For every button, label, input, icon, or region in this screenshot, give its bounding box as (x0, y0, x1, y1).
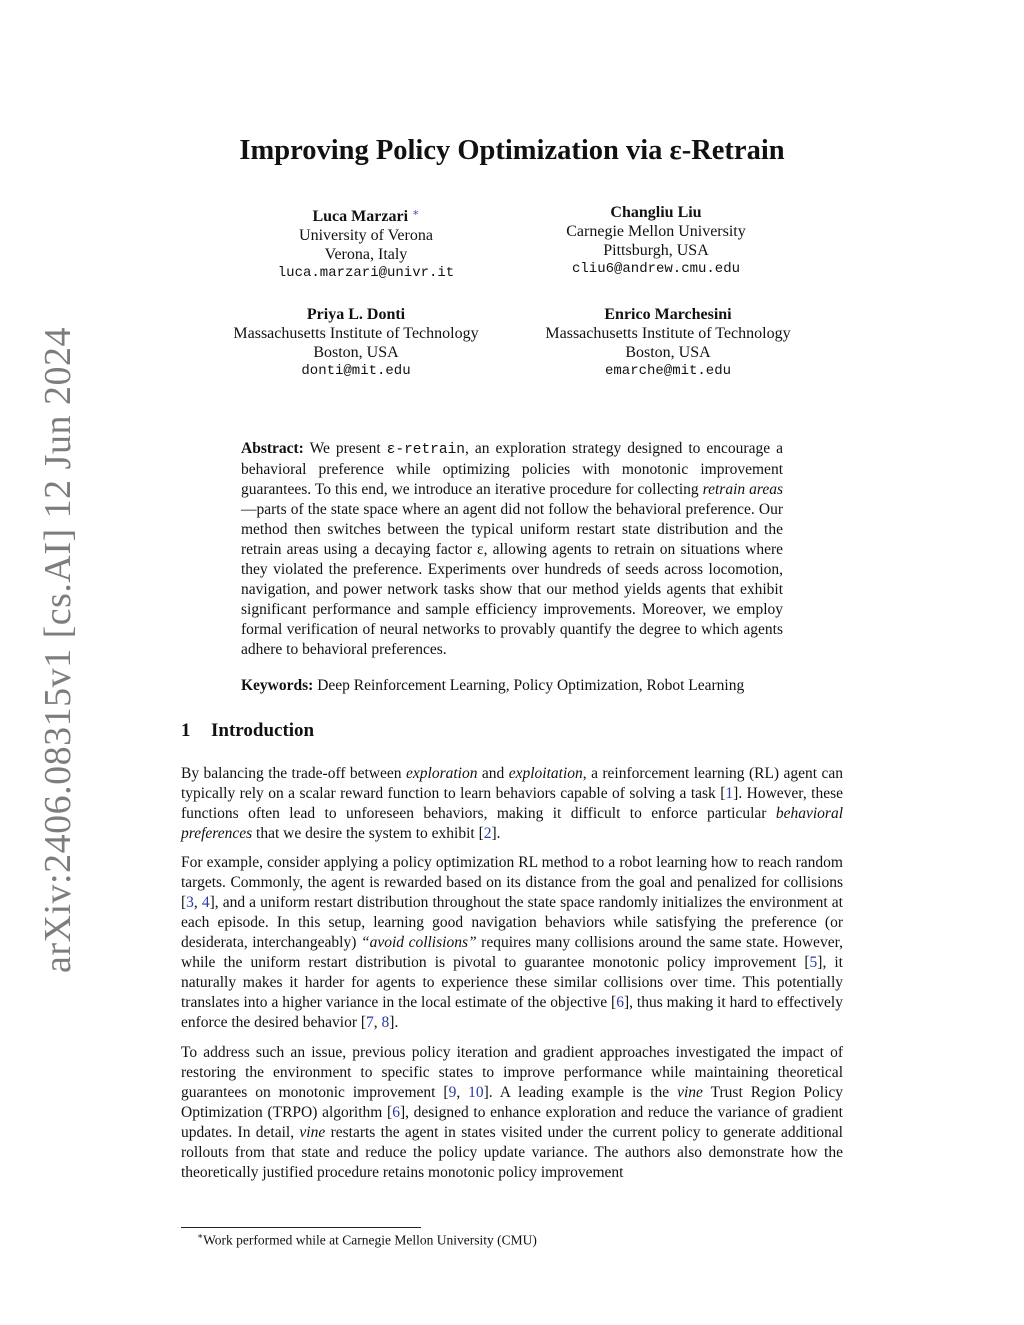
author-affiliation: Massachusetts Institute of Technology (545, 324, 791, 342)
abstract-emphasis: retrain areas (702, 481, 783, 498)
abstract-text: —parts of the state space where an agent did not follow the behavioral preference. Our method then switches between the typical uniform restart state distribution and the retrain areas using a decaying factor ε, allowing agents to retrain on situations where they violated the preference. Experiments over hundreds of seeds across locomotion, navigation, and power network tasks show that our method yields agents that exhibit significant performance and sample efficiency improvements. Moreover, we employ formal verification of neural networks to provably quantify the degree to which agents adhere to behavioral preferences. (241, 501, 783, 658)
text: , (373, 1014, 382, 1031)
text: By balancing the trade-off between (181, 765, 406, 782)
author-location: Boston, USA (625, 343, 711, 361)
text: ], and a uniform restart distribution throughout the state space randomly initializes the environment at each episode. In this setup, learning good navigation behaviors while satisfying the preference (or desiderata, interchangeably) (181, 894, 843, 951)
text: , a reinforcement learning (RL) agent can typically rely on a scalar reward function to learn behaviors capable of solving a task [ (181, 765, 843, 802)
citation-link[interactable]: 8 (381, 1014, 390, 1031)
abstract (241, 439, 783, 660)
author-email: cliu6@andrew.cmu.edu (571, 261, 741, 278)
author-location: Boston, USA (313, 343, 399, 361)
text: requires many collisions around the same state. However, while the uniform restart distribution is pivotal to guarantee monotonic policy improvement [ (181, 934, 843, 971)
emphasis: behavioral preferences (181, 805, 843, 842)
citation-link[interactable]: 6 (392, 1104, 400, 1121)
footnote-text: Work performed while at Carnegie Mellon University (CMU) (203, 1232, 537, 1248)
abstract-text: We present (309, 440, 387, 457)
author-email: luca.marzari@univr.it (277, 265, 455, 282)
keywords-text: Deep Reinforcement Learning, Policy Optimization, Robot Learning (317, 677, 745, 694)
keywords-label: Keywords: (241, 677, 314, 694)
emphasis: vine (299, 1124, 326, 1141)
abstract-label: Abstract: (241, 440, 304, 457)
emphasis: vine (677, 1084, 703, 1101)
section-heading (181, 720, 314, 742)
text: ]. However, these functions often lead to unforeseen behaviors, making it difficult to enforce particular (181, 785, 843, 822)
emphasis: exploration (406, 765, 478, 782)
author-affiliation: Massachusetts Institute of Technology (233, 324, 479, 342)
text: , (456, 1084, 469, 1101)
citation-link[interactable]: 7 (366, 1014, 374, 1031)
citation-link[interactable]: 10 (468, 1084, 484, 1101)
author-name: Priya L. Donti (306, 306, 406, 323)
citation-link[interactable]: 1 (725, 785, 734, 802)
emphasis: “avoid collisions” (360, 934, 477, 951)
keywords (241, 676, 801, 696)
text: ]. A leading example is the (483, 1084, 678, 1101)
text: ]. (389, 1014, 399, 1031)
author-block (516, 306, 820, 381)
footnote-mark: ∗ (197, 1231, 204, 1241)
author-location: Verona, Italy (324, 245, 408, 263)
text: ], thus making it hard to effectively enforce the desired behavior [ (181, 994, 843, 1031)
footnote-rule (181, 1227, 421, 1228)
text: ], designed to enhance exploration and reduce the variance of gradient updates. In detail, (181, 1104, 843, 1141)
author-affiliation: Carnegie Mellon University (566, 222, 746, 240)
author-name: Luca Marzari (312, 208, 409, 225)
citation-link[interactable]: 4 (201, 894, 210, 911)
author-block (206, 306, 506, 381)
text: ]. (491, 825, 501, 842)
paper-title: Improving Policy Optimization via ε-Retrain (239, 135, 785, 166)
arxiv-identifier: arXiv:2406.08315v1 [cs.AI] 12 Jun 2024 (37, 327, 79, 973)
citation-link[interactable]: 3 (186, 894, 194, 911)
author-block (226, 204, 506, 283)
emphasis: exploitation (508, 765, 583, 782)
footnote (197, 1231, 537, 1249)
text: To address such an issue, previous policy iteration and gradient approaches investigated the impact of restoring the environment to specific states to improve performance while maintaining theoretical guarantees on monotonic improvement [ (181, 1044, 843, 1101)
method-name: ε-retrain (386, 442, 465, 458)
author-email: donti@mit.edu (301, 363, 411, 380)
author-email: emarche@mit.edu (604, 363, 732, 380)
text: Trust Region Policy Optimization (TRPO) algorithm [ (181, 1084, 844, 1121)
text: , (193, 894, 202, 911)
text: For example, consider applying a policy optimization RL method to a robot learning how to reach random targets. Commonly, the agent is rewarded based on its distance from the goal and penalized for collisions [ (181, 854, 843, 911)
citation-link[interactable]: 2 (483, 825, 492, 842)
paragraph (181, 853, 843, 1033)
citation-link[interactable]: 9 (448, 1084, 457, 1101)
section-title: Introduction (211, 720, 315, 741)
text: and (477, 765, 509, 782)
text: ], it naturally makes it harder for agents to experience these similar collisions over time. This potentially translates into a higher variance in the local estimate of the objective [ (181, 954, 843, 1011)
author-name: Enrico Marchesini (604, 306, 732, 323)
section-number: 1 (181, 720, 191, 741)
paragraph (181, 764, 843, 844)
author-name: Changliu Liu (610, 204, 702, 221)
paragraph (181, 1043, 843, 1183)
author-location: Pittsburgh, USA (603, 241, 709, 259)
citation-link[interactable]: 6 (616, 994, 624, 1011)
author-footnote-mark[interactable]: ∗ (412, 207, 420, 219)
author-block (516, 204, 796, 279)
author-affiliation: University of Verona (299, 226, 433, 244)
text: that we desire the system to exhibit [ (252, 825, 484, 842)
citation-link[interactable]: 5 (809, 954, 818, 971)
abstract-text: , an exploration strategy designed to encourage a behavioral preference while optimizing policies with monotonic improvement guarantees. To this end, we introduce an iterative procedure for collecting (241, 440, 784, 498)
text: restarts the agent in states visited under the current policy to generate additional rollouts from that state and reduce the policy update variance. The authors also demonstrate how the theoretically justified procedure retains monotonic policy improvement (181, 1124, 843, 1181)
